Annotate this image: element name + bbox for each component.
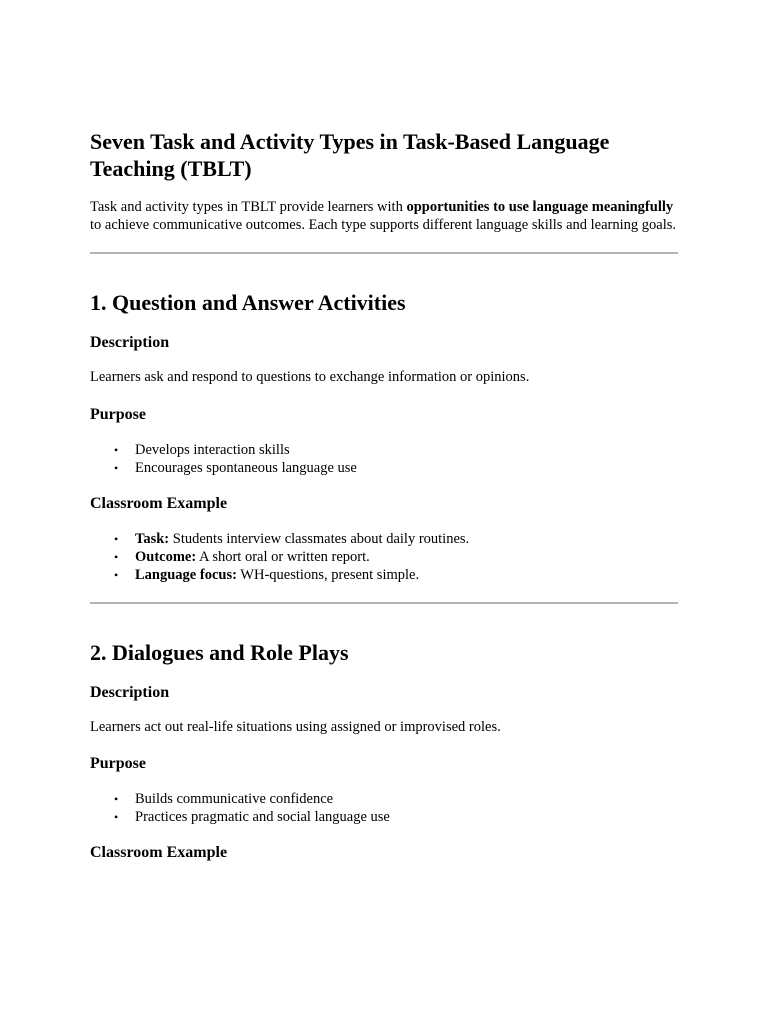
- list-item-text: Practices pragmatic and social language use: [135, 809, 390, 825]
- list-item-text: Builds communicative confidence: [135, 791, 334, 807]
- list-item-text: Students interview classmates about daily routines.: [169, 530, 470, 547]
- purpose-list: [90, 790, 678, 826]
- intro-paragraph: [90, 199, 678, 234]
- divider: [90, 252, 678, 254]
- purpose-list: [90, 441, 678, 477]
- list-item: [114, 566, 678, 584]
- list-item: [114, 790, 678, 808]
- example-heading: Classroom Example: [90, 494, 228, 512]
- divider: [90, 602, 678, 604]
- list-item: [114, 441, 678, 459]
- list-item: [114, 548, 678, 566]
- section-heading: 2. Dialogues and Role Plays: [90, 639, 349, 665]
- description-text: Learners act out real-life situations using assigned or improvised roles.: [90, 718, 501, 735]
- intro-text-end: to achieve communicative outcomes. Each type supports different language skills and learning goals.: [90, 216, 677, 233]
- section-heading: 1. Question and Answer Activities: [90, 290, 406, 315]
- list-item: [114, 459, 678, 477]
- list-item-text: A short oral or written report.: [196, 548, 370, 565]
- bullet-icon: •: [114, 460, 119, 475]
- description-heading: Description: [90, 334, 170, 351]
- bullet-icon: •: [114, 792, 119, 806]
- list-item-text: Develops interaction skills: [135, 441, 290, 458]
- list-item: [114, 808, 678, 826]
- example-list: [90, 530, 678, 584]
- list-item-text: WH-questions, present simple.: [236, 566, 420, 583]
- description-heading: Description: [90, 683, 170, 701]
- bullet-icon: •: [114, 442, 119, 457]
- list-item-text: Encourages spontaneous language use: [135, 459, 357, 476]
- bullet-icon: •: [114, 810, 119, 824]
- intro-text: Task and activity types in TBLT provide learners with: [90, 199, 407, 215]
- list-item-label: Outcome:: [135, 548, 197, 565]
- purpose-heading: Purpose: [90, 405, 146, 423]
- bullet-icon: •: [114, 531, 119, 546]
- list-item-label: Task:: [135, 530, 170, 547]
- list-item: [114, 530, 678, 548]
- document-title: Seven Task and Activity Types in Task-Based Language Teaching (TBLT): [90, 129, 610, 181]
- purpose-heading: Purpose: [90, 755, 146, 772]
- list-item-label: Language focus:: [135, 566, 237, 583]
- intro-emphasis: opportunities to use language meaningfully: [406, 199, 674, 215]
- example-heading: Classroom Example: [90, 844, 228, 861]
- bullet-icon: •: [114, 549, 119, 564]
- description-text: Learners ask and respond to questions to exchange information or opinions.: [90, 369, 530, 385]
- bullet-icon: •: [114, 567, 119, 582]
